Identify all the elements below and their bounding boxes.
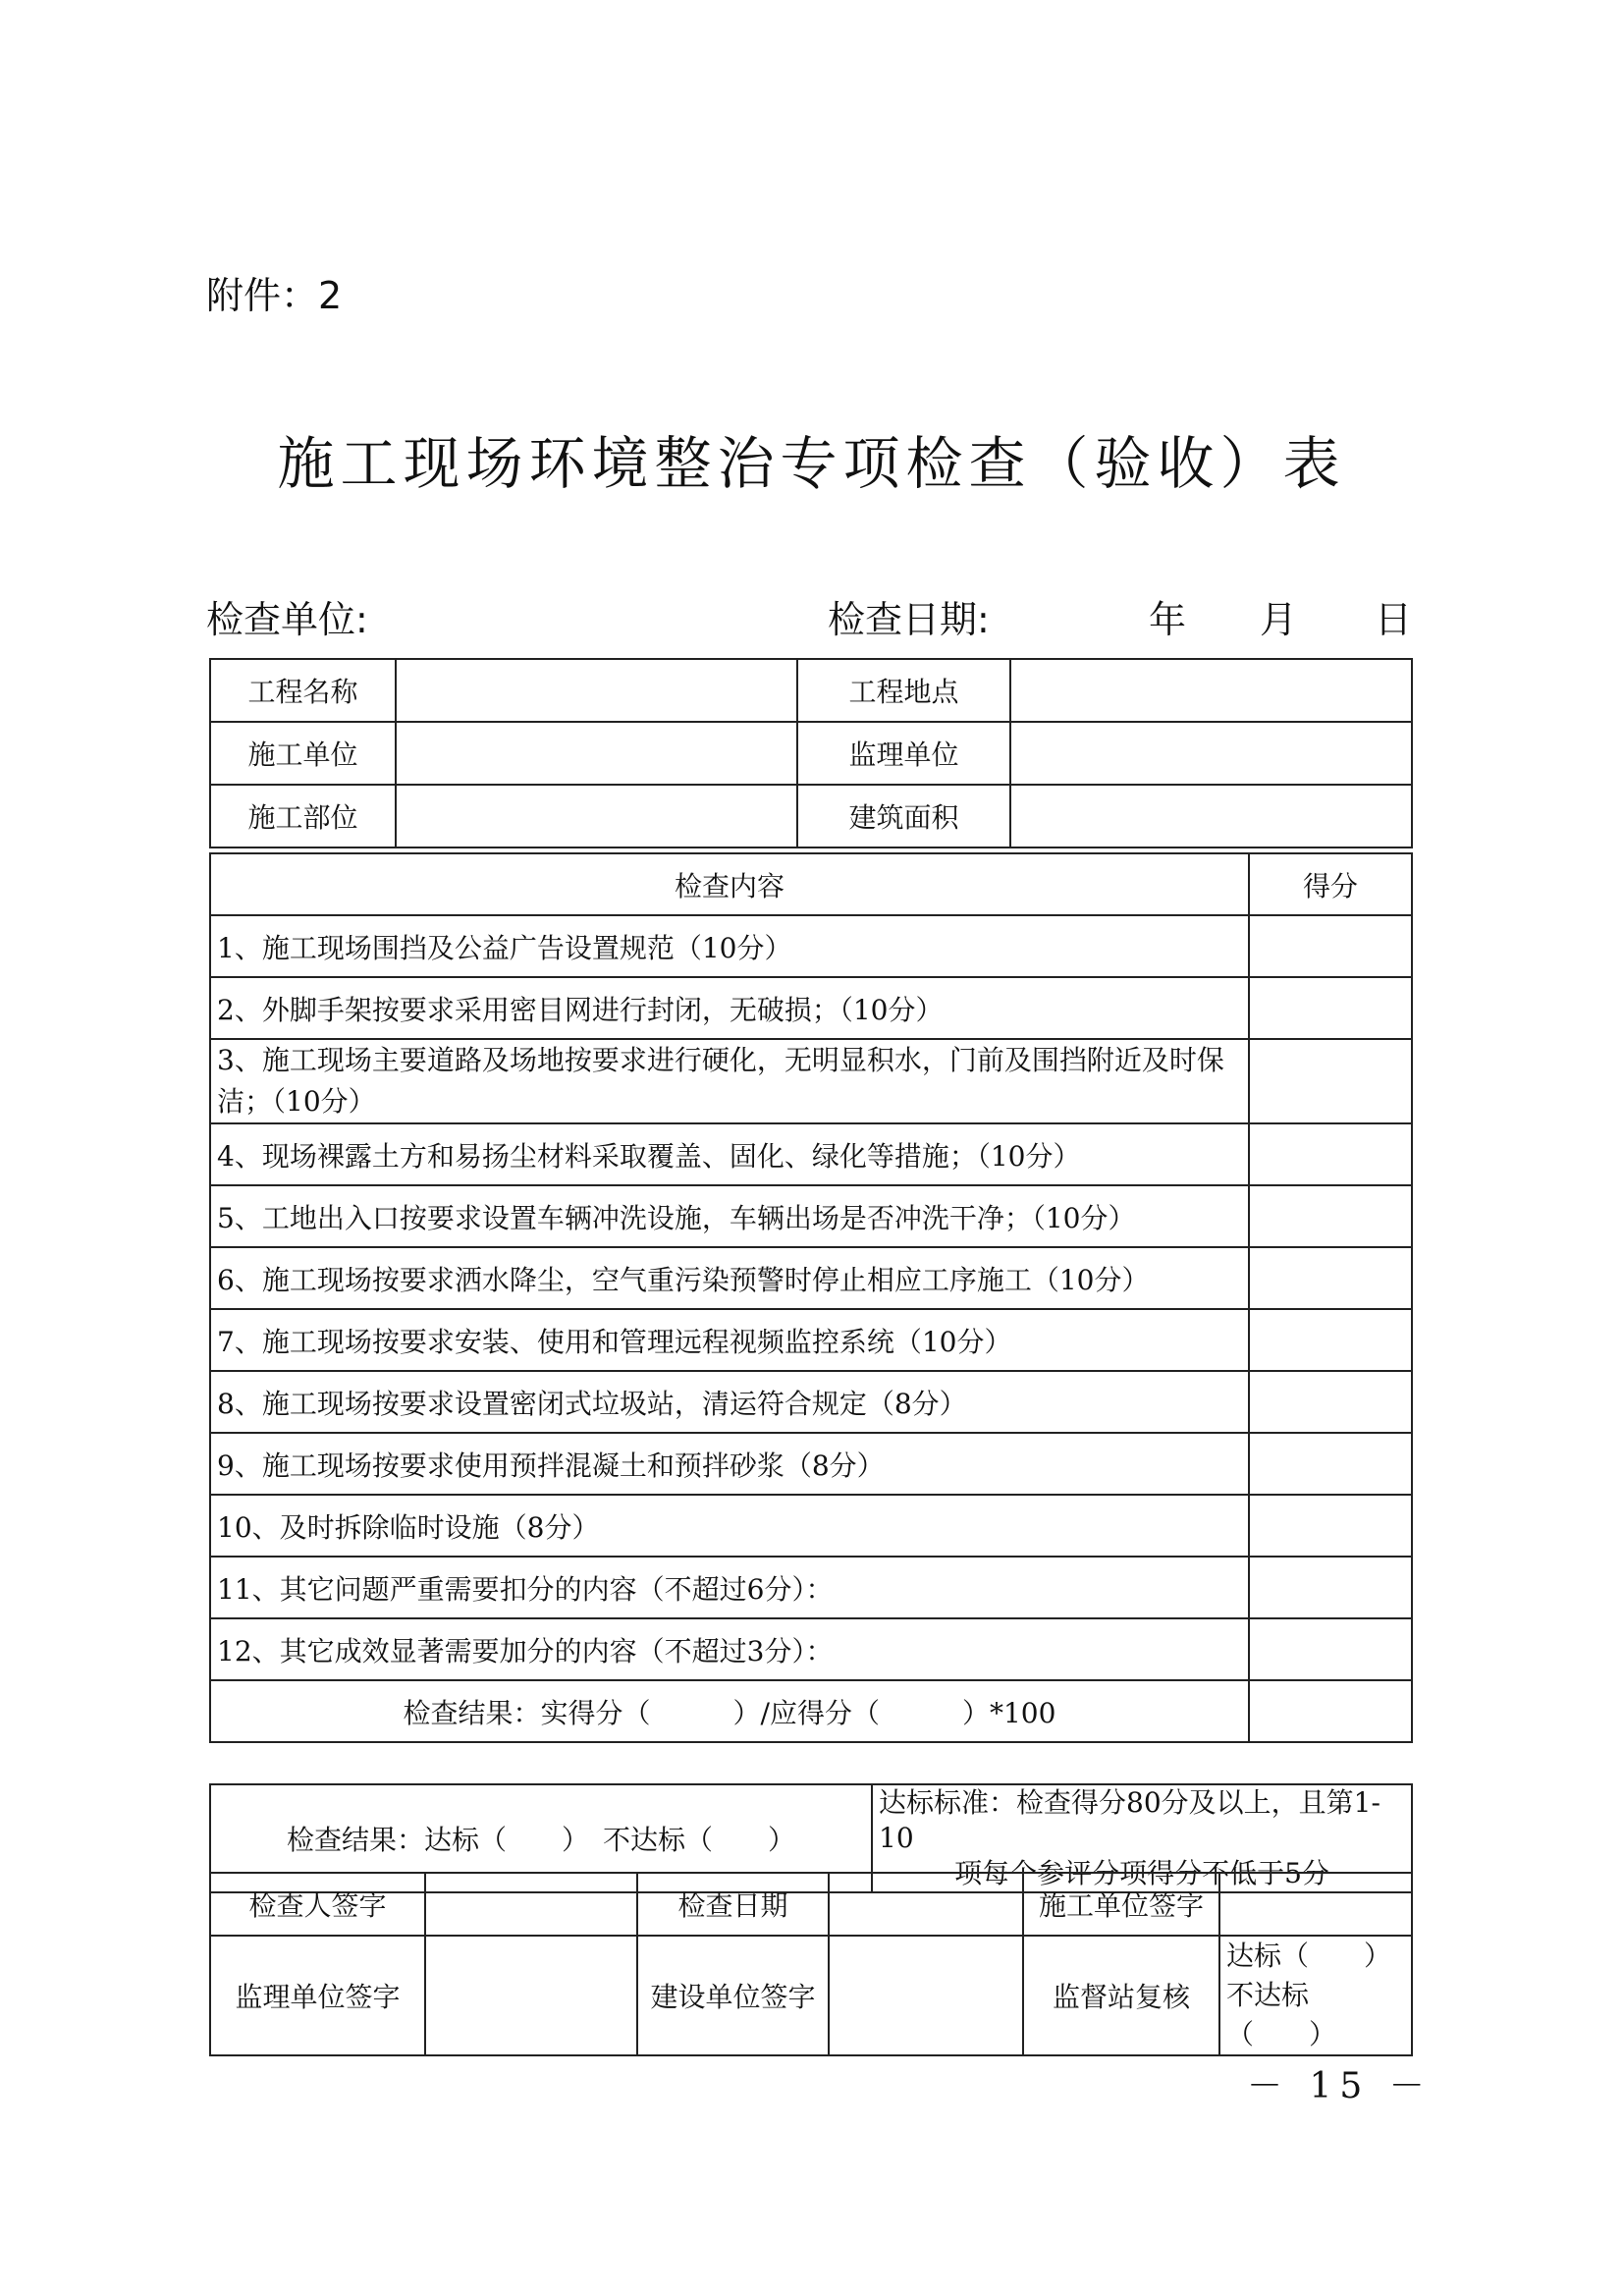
checklist-item-row bbox=[210, 1185, 1412, 1247]
checklist-item-4: 4、现场裸露土方和易扬尘材料采取覆盖、固化、绿化等措施；（10分） bbox=[210, 1123, 1249, 1185]
standard-line-2: 项每个参评分项得分不低于5分 bbox=[954, 1857, 1329, 1889]
month-label: 月 bbox=[1260, 598, 1298, 641]
signature-row bbox=[210, 1936, 1412, 2055]
signature-table bbox=[209, 1872, 1413, 2056]
score-total-cell[interactable] bbox=[1249, 1680, 1412, 1742]
checklist-item-9: 9、施工现场按要求使用预拌混凝土和预拌砂浆（8分） bbox=[210, 1433, 1249, 1495]
score-cell-4[interactable] bbox=[1249, 1123, 1412, 1185]
checklist-item-6: 6、施工现场按要求洒水降尘，空气重污染预警时停止相应工序施工（10分） bbox=[210, 1247, 1249, 1309]
construction-signature[interactable] bbox=[1219, 1873, 1412, 1936]
year-label: 年 bbox=[1149, 598, 1187, 641]
construction-unit-value[interactable] bbox=[396, 722, 797, 785]
checklist-item-5: 5、工地出入口按要求设置车辆冲洗设施，车辆出场是否冲洗干净；（10分） bbox=[210, 1185, 1249, 1247]
construction-sign-label: 施工单位签字 bbox=[1023, 1873, 1219, 1936]
checklist-item-7: 7、施工现场按要求安装、使用和管理远程视频监控系统（10分） bbox=[210, 1309, 1249, 1371]
score-cell-5[interactable] bbox=[1249, 1185, 1412, 1247]
score-cell-1[interactable] bbox=[1249, 915, 1412, 977]
score-cell-11[interactable] bbox=[1249, 1557, 1412, 1618]
construction-part-value[interactable] bbox=[396, 785, 797, 847]
builder-signature[interactable] bbox=[829, 1936, 1023, 2055]
score-cell-9[interactable] bbox=[1249, 1433, 1412, 1495]
supervision-unit-label: 监理单位 bbox=[797, 722, 1010, 785]
inspection-date-label: 检查日期: bbox=[828, 598, 990, 641]
checklist-item-3: 3、施工现场主要道路及场地按要求进行硬化，无明显积水，门前及围挡附近及时保洁；（10分） bbox=[210, 1039, 1249, 1123]
checklist-item-10: 10、及时拆除临时设施（8分） bbox=[210, 1495, 1249, 1557]
supervision-unit-value[interactable] bbox=[1010, 722, 1412, 785]
checklist-item-1: 1、施工现场围挡及公益广告设置规范（10分） bbox=[210, 915, 1249, 977]
score-cell-8[interactable] bbox=[1249, 1371, 1412, 1433]
score-cell-7[interactable] bbox=[1249, 1309, 1412, 1371]
pass-option[interactable]: 达标（ ） bbox=[1226, 1940, 1392, 1972]
checklist-item-row bbox=[210, 1123, 1412, 1185]
checklist-item-11: 11、其它问题严重需要扣分的内容（不超过6分）： bbox=[210, 1557, 1249, 1618]
page-title: 施工现场环境整治专项检查（验收）表 bbox=[277, 430, 1346, 497]
checklist-item-row bbox=[210, 915, 1412, 977]
inspection-unit-label: 检查单位: bbox=[206, 598, 368, 641]
fail-option[interactable]: 不达标（ ） bbox=[1226, 1979, 1337, 2050]
content-header: 检查内容 bbox=[210, 853, 1249, 915]
standard-line-1: 达标标准：检查得分80分及以上，且第1-10 bbox=[879, 1786, 1380, 1854]
score-cell-10[interactable] bbox=[1249, 1495, 1412, 1557]
signature-row bbox=[210, 1873, 1412, 1936]
score-header: 得分 bbox=[1249, 853, 1412, 915]
score-cell-2[interactable] bbox=[1249, 977, 1412, 1039]
checklist-item-row bbox=[210, 1247, 1412, 1309]
inspector-label: 检查人签字 bbox=[210, 1873, 425, 1936]
checklist-table bbox=[209, 852, 1413, 1743]
score-cell-3[interactable] bbox=[1249, 1039, 1412, 1123]
checklist-header-row bbox=[210, 853, 1412, 915]
project-name-value[interactable] bbox=[396, 659, 797, 722]
score-cell-6[interactable] bbox=[1249, 1247, 1412, 1309]
project-location-label: 工程地点 bbox=[797, 659, 1010, 722]
project-info-table bbox=[209, 658, 1413, 848]
checklist-item-row bbox=[210, 977, 1412, 1039]
building-area-label: 建筑面积 bbox=[797, 785, 1010, 847]
checklist-item-row bbox=[210, 1309, 1412, 1371]
score-formula: 检查结果：实得分（ ）/应得分（ ）*100 bbox=[210, 1680, 1249, 1742]
project-location-value[interactable] bbox=[1010, 659, 1412, 722]
checklist-item-row bbox=[210, 1618, 1412, 1680]
info-row bbox=[210, 785, 1412, 847]
building-area-value[interactable] bbox=[1010, 785, 1412, 847]
info-row bbox=[210, 722, 1412, 785]
inspection-date-value[interactable] bbox=[829, 1873, 1023, 1936]
supervision-signature[interactable] bbox=[425, 1936, 637, 2055]
day-label: 日 bbox=[1375, 598, 1413, 641]
checklist-item-row bbox=[210, 1557, 1412, 1618]
score-formula-row bbox=[210, 1680, 1412, 1742]
construction-unit-label: 施工单位 bbox=[210, 722, 396, 785]
construction-part-label: 施工部位 bbox=[210, 785, 396, 847]
checklist-item-8: 8、施工现场按要求设置密闭式垃圾站，清运符合规定（8分） bbox=[210, 1371, 1249, 1433]
score-cell-12[interactable] bbox=[1249, 1618, 1412, 1680]
result-text: 检查结果：达标（ ） 不达标（ ） bbox=[210, 1784, 872, 1892]
builder-sign-label: 建设单位签字 bbox=[637, 1936, 829, 2055]
checklist-item-row bbox=[210, 1371, 1412, 1433]
station-review-label: 监督站复核 bbox=[1023, 1936, 1219, 2055]
inspection-date-cell-label: 检查日期 bbox=[637, 1873, 829, 1936]
station-review-options bbox=[1219, 1936, 1412, 2055]
attachment-label: 附件：2 bbox=[206, 274, 343, 317]
checklist-item-row bbox=[210, 1495, 1412, 1557]
checklist-item-row bbox=[210, 1039, 1412, 1123]
info-row bbox=[210, 659, 1412, 722]
checklist-item-12: 12、其它成效显著需要加分的内容（不超过3分）： bbox=[210, 1618, 1249, 1680]
project-name-label: 工程名称 bbox=[210, 659, 396, 722]
checklist-item-2: 2、外脚手架按要求采用密目网进行封闭，无破损；（10分） bbox=[210, 977, 1249, 1039]
page-number: － 15 － bbox=[1247, 2066, 1433, 2106]
supervision-sign-label: 监理单位签字 bbox=[210, 1936, 425, 2055]
inspector-signature[interactable] bbox=[425, 1873, 637, 1936]
checklist-item-row bbox=[210, 1433, 1412, 1495]
